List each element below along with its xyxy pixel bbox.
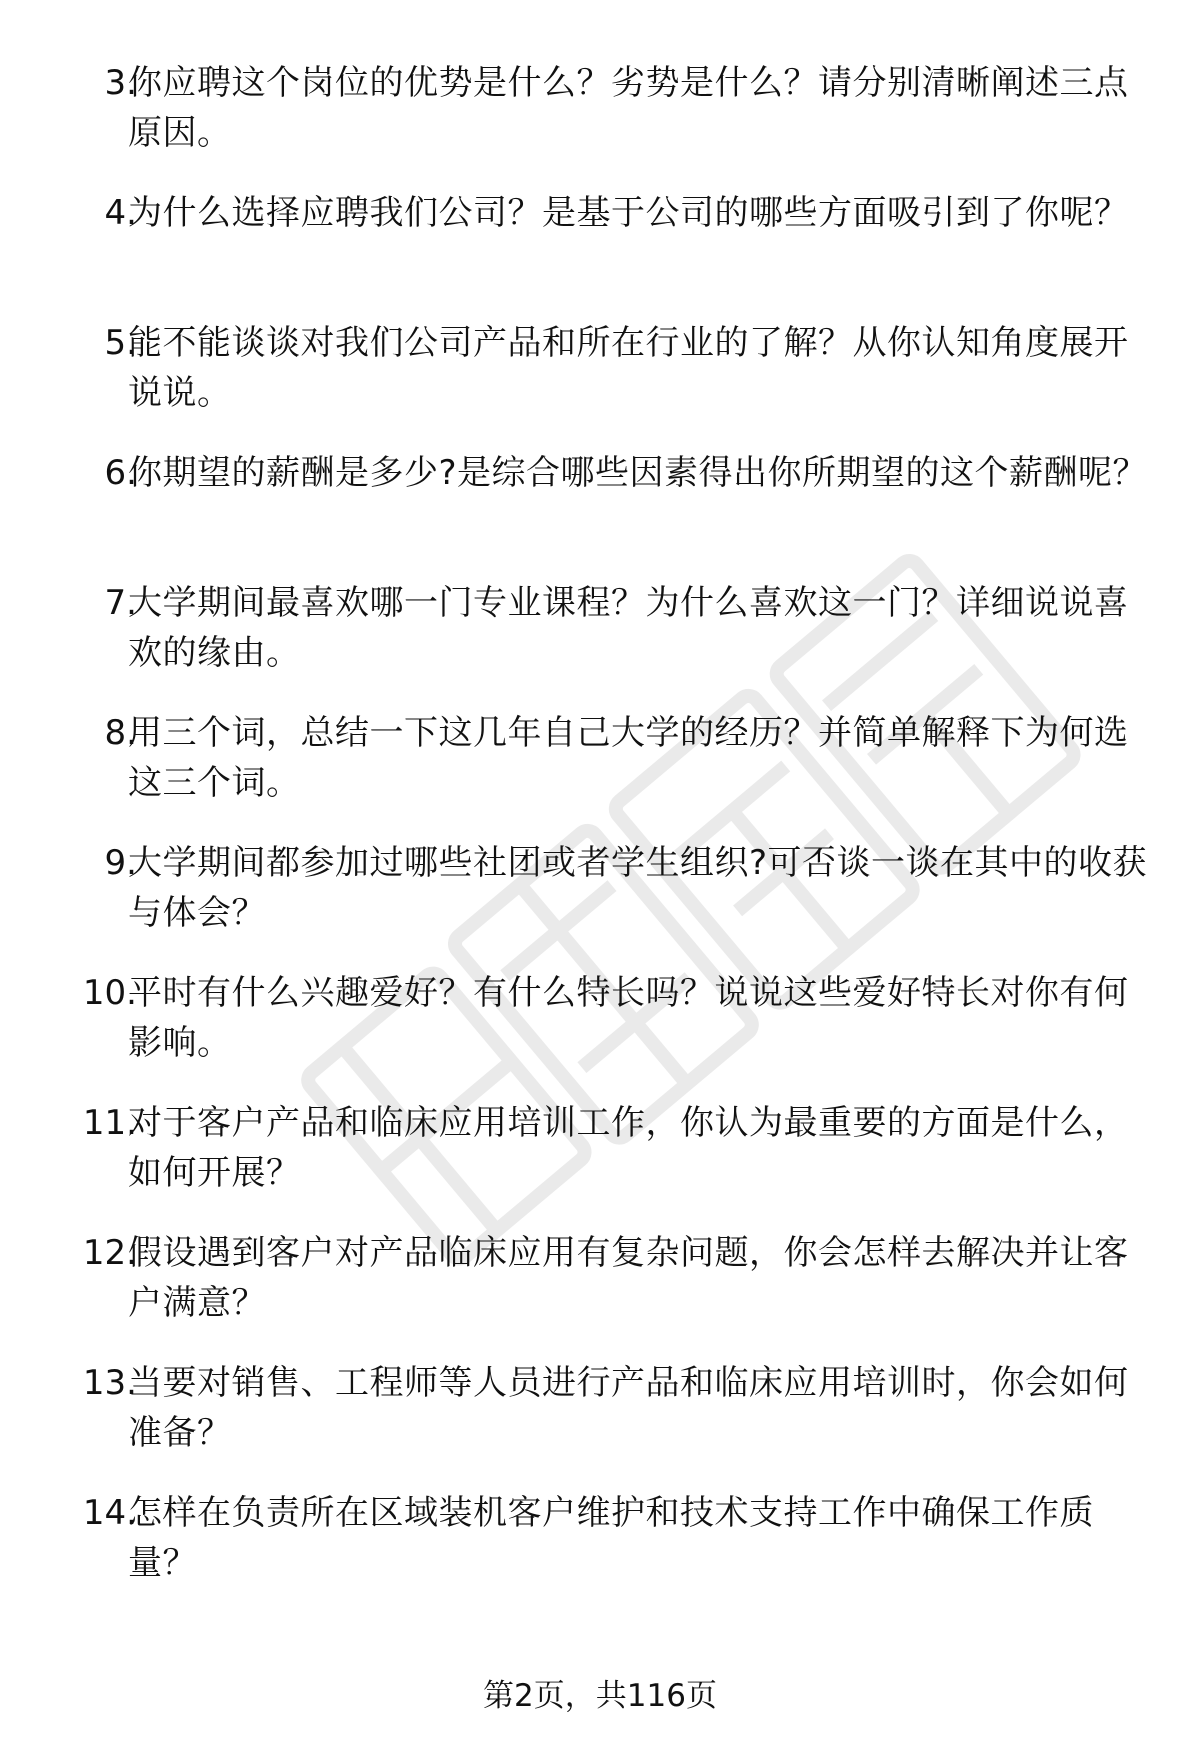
- question-number: 12.: [82, 1233, 137, 1273]
- question-text: 用三个词，总结一下这几年自己大学的经历？并简单解释下为何选这三个词。: [128, 713, 1129, 803]
- question-item: [0, 1358, 1200, 1488]
- page-footer: 第2页，共116页: [483, 1678, 717, 1714]
- question-text: 你期望的薪酬是多少?是综合哪些因素得出你所期望的这个薪酬呢？: [128, 453, 1148, 493]
- question-number: 3.: [104, 63, 137, 103]
- question-text: 平时有什么兴趣爱好？有什么特长吗？说说这些爱好特长对你有何影响。: [128, 973, 1129, 1063]
- question-number: 9.: [104, 843, 137, 883]
- question-item: [0, 58, 1200, 188]
- question-text: 怎样在负责所在区域装机客户维护和技术支持工作中确保工作质量？: [128, 1493, 1094, 1583]
- question-number: 6.: [104, 453, 137, 493]
- question-text: 大学期间最喜欢哪一门专业课程？为什么喜欢这一门？详细说说喜欢的缘由。: [128, 583, 1129, 673]
- question-text: 你应聘这个岗位的优势是什么？劣势是什么？请分别清晰阐述三点原因。: [128, 63, 1129, 153]
- question-item: [0, 1098, 1200, 1228]
- question-list: [0, 58, 1200, 1618]
- question-number: 11.: [82, 1103, 137, 1143]
- question-number: 13.: [82, 1363, 137, 1403]
- question-text: 假设遇到客户对产品临床应用有复杂问题，你会怎样去解决并让客户满意？: [128, 1233, 1129, 1323]
- question-number: 7.: [104, 583, 137, 623]
- question-item: [0, 1488, 1200, 1618]
- question-number: 8.: [104, 713, 137, 753]
- question-text: 能不能谈谈对我们公司产品和所在行业的了解？从你认知角度展开说说。: [128, 323, 1129, 413]
- question-number: 10.: [82, 973, 137, 1013]
- question-item: [0, 578, 1200, 708]
- question-item: [0, 448, 1200, 578]
- question-item: [0, 708, 1200, 838]
- question-number: 5.: [104, 323, 137, 363]
- question-number: 14.: [82, 1493, 137, 1533]
- question-item: [0, 968, 1200, 1098]
- question-item: [0, 188, 1200, 318]
- question-item: [0, 838, 1200, 968]
- question-item: [0, 1228, 1200, 1358]
- question-text: 当要对销售、工程师等人员进行产品和临床应用培训时，你会如何准备？: [128, 1363, 1129, 1453]
- question-text: 大学期间都参加过哪些社团或者学生组织?可否谈一谈在其中的收获与体会？: [128, 843, 1148, 933]
- question-text: 对于客户产品和临床应用培训工作，你认为最重要的方面是什么，如何开展？: [128, 1103, 1129, 1193]
- question-text: 为什么选择应聘我们公司？是基于公司的哪些方面吸引到了你呢？: [128, 193, 1129, 233]
- question-item: [0, 318, 1200, 448]
- question-number: 4.: [104, 193, 137, 233]
